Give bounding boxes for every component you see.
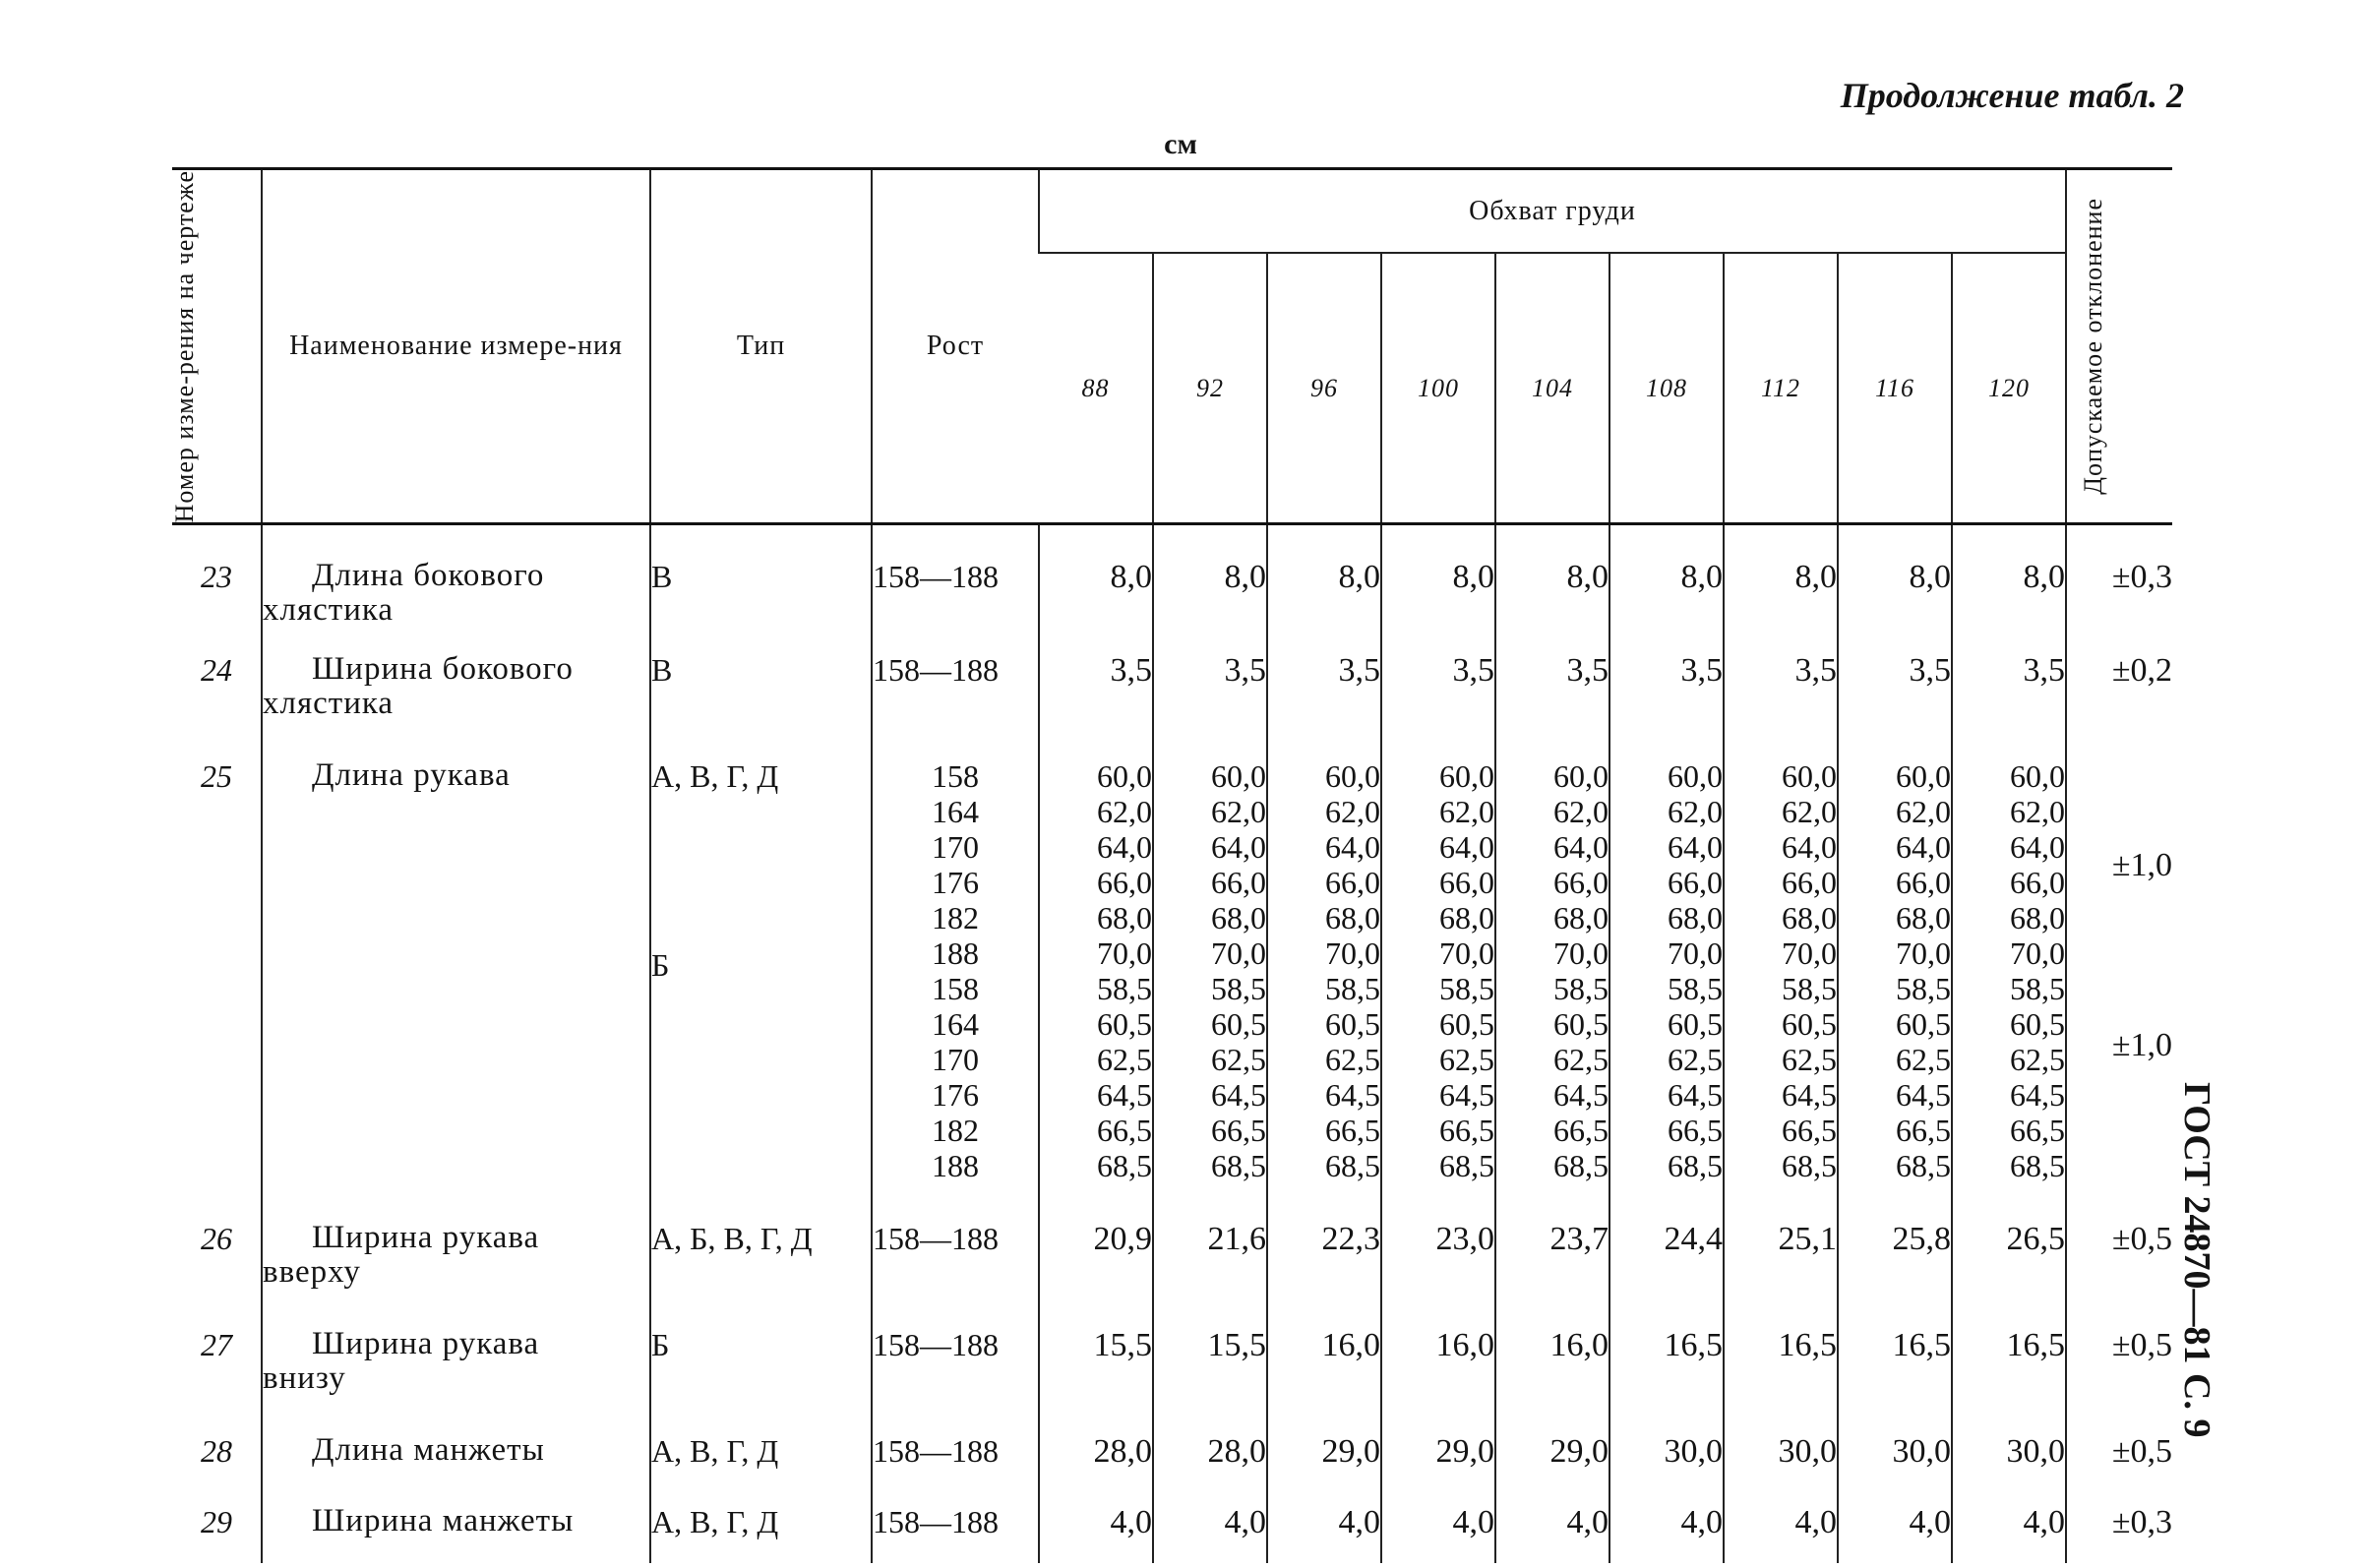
row-value: 30,0 <box>1724 1414 1838 1484</box>
row-deviation: ±0,5 <box>2066 1307 2172 1414</box>
row-value: 15,5 <box>1039 1307 1153 1414</box>
row-value: 16,5 <box>1952 1307 2066 1414</box>
row-value: 60,0 62,0 64,0 66,0 68,0 70,0 58,5 60,5 62,5 64,5 66,5 68,5 <box>1495 739 1609 1201</box>
row-value: 8,0 <box>1381 524 1495 633</box>
row-name: Ширина рукава внизу <box>262 1307 650 1414</box>
row-value: 16,5 <box>1609 1307 1724 1414</box>
row-value: 3,5 <box>1838 633 1952 739</box>
row-value: 4,0 <box>1724 1484 1838 1563</box>
row-value: 30,0 <box>1609 1414 1724 1484</box>
row-value: 3,5 <box>1495 633 1609 739</box>
header-number: Номер изме-рения на чертеже <box>172 169 262 524</box>
row-value: 23,7 <box>1495 1201 1609 1307</box>
row-value: 60,0 62,0 64,0 66,0 68,0 70,0 58,5 60,5 62,5 64,5 66,5 68,5 <box>1609 739 1724 1201</box>
row-value: 8,0 <box>1267 524 1381 633</box>
header-deviation: Допускаемое отклонение <box>2066 169 2172 524</box>
row-value: 16,0 <box>1381 1307 1495 1414</box>
row-value: 3,5 <box>1609 633 1724 739</box>
row-rost: 158—188 <box>872 1484 1039 1563</box>
row-name: Длина рукава <box>262 739 650 1201</box>
size-header: 116 <box>1838 253 1952 524</box>
row-value: 29,0 <box>1267 1414 1381 1484</box>
row-value: 8,0 <box>1153 524 1267 633</box>
row-number: 27 <box>201 1326 232 1362</box>
row-type: В <box>650 524 872 633</box>
row-value: 4,0 <box>1609 1484 1724 1563</box>
row-value: 25,1 <box>1724 1201 1838 1307</box>
size-header: 100 <box>1381 253 1495 524</box>
row-value: 3,5 <box>1153 633 1267 739</box>
row-value: 4,0 <box>1838 1484 1952 1563</box>
row-value: 3,5 <box>1952 633 2066 739</box>
row-type: А, Б, В, Г, Д <box>650 1201 872 1307</box>
header-chest: Обхват груди <box>1039 169 2066 254</box>
row-value: 8,0 <box>1838 524 1952 633</box>
row-value: 30,0 <box>1838 1414 1952 1484</box>
row-name: Ширина бокового хлястика <box>262 633 650 739</box>
row-value: 3,5 <box>1039 633 1153 739</box>
row-value: 24,4 <box>1609 1201 1724 1307</box>
row-value: 16,0 <box>1495 1307 1609 1414</box>
row-value: 60,0 62,0 64,0 66,0 68,0 70,0 58,5 60,5 62,5 64,5 66,5 68,5 <box>1952 739 2066 1201</box>
row-name: Ширина манжеты <box>262 1484 650 1563</box>
row-rost: 158 164 170 176 182 188 158 164 170 176 182 188 <box>872 739 1039 1201</box>
table-row <box>172 524 2172 633</box>
row-value: 4,0 <box>1495 1484 1609 1563</box>
row-value: 3,5 <box>1267 633 1381 739</box>
row-value: 15,5 <box>1153 1307 1267 1414</box>
row-name: Длина бокового хлястика <box>262 524 650 633</box>
row-value: 60,0 62,0 64,0 66,0 68,0 70,0 58,5 60,5 62,5 64,5 66,5 68,5 <box>1267 739 1381 1201</box>
row-value: 25,8 <box>1838 1201 1952 1307</box>
row-value: 4,0 <box>1039 1484 1153 1563</box>
row-value: 4,0 <box>1267 1484 1381 1563</box>
row-value: 8,0 <box>1952 524 2066 633</box>
row-type: А, В, Г, Д <box>650 1414 872 1484</box>
row-value: 28,0 <box>1153 1414 1267 1484</box>
row-value: 60,0 62,0 64,0 66,0 68,0 70,0 58,5 60,5 62,5 64,5 66,5 68,5 <box>1153 739 1267 1201</box>
row-value: 4,0 <box>1153 1484 1267 1563</box>
header-type: Тип <box>650 169 872 524</box>
row-name: Длина манжеты <box>262 1414 650 1484</box>
header-name: Наименование измере-ния <box>262 169 650 524</box>
row-number: 25 <box>201 757 232 794</box>
size-header: 104 <box>1495 253 1609 524</box>
row-deviation: ±0,3 <box>2066 1484 2172 1563</box>
size-header: 108 <box>1609 253 1724 524</box>
row-value: 60,0 62,0 64,0 66,0 68,0 70,0 58,5 60,5 62,5 64,5 66,5 68,5 <box>1381 739 1495 1201</box>
row-number: 26 <box>201 1220 232 1256</box>
row-value: 8,0 <box>1724 524 1838 633</box>
row-value: 23,0 <box>1381 1201 1495 1307</box>
row-type: В <box>650 633 872 739</box>
row-value: 8,0 <box>1495 524 1609 633</box>
row-value: 29,0 <box>1495 1414 1609 1484</box>
header-rost: Рост <box>872 169 1039 524</box>
row-value: 60,0 62,0 64,0 66,0 68,0 70,0 58,5 60,5 62,5 64,5 66,5 68,5 <box>1724 739 1838 1201</box>
row-number: 23 <box>201 559 232 595</box>
table-row <box>172 1201 2172 1307</box>
standard-code: ГОСТ 24870—81 С. 9 <box>2176 1082 2217 1438</box>
row-deviation: ±1,0 ±1,0 <box>2066 739 2172 1201</box>
size-header: 112 <box>1724 253 1838 524</box>
size-header: 92 <box>1153 253 1267 524</box>
row-rost: 158—188 <box>872 524 1039 633</box>
row-value: 16,5 <box>1724 1307 1838 1414</box>
row-value: 22,3 <box>1267 1201 1381 1307</box>
row-value: 16,0 <box>1267 1307 1381 1414</box>
row-value: 60,0 62,0 64,0 66,0 68,0 70,0 58,5 60,5 62,5 64,5 66,5 68,5 <box>1039 739 1153 1201</box>
unit-label: см <box>1164 128 1197 160</box>
row-deviation: ±0,3 <box>2066 524 2172 633</box>
row-type: Б <box>650 1307 872 1414</box>
row-value: 28,0 <box>1039 1414 1153 1484</box>
row-name: Ширина рукава вверху <box>262 1201 650 1307</box>
row-value: 29,0 <box>1381 1414 1495 1484</box>
row-type: А, В, Г, Д Б <box>650 739 872 1201</box>
row-value: 8,0 <box>1039 524 1153 633</box>
table-caption: Продолжение табл. 2 <box>1840 76 2184 115</box>
row-value: 30,0 <box>1952 1414 2066 1484</box>
size-header: 88 <box>1039 253 1153 524</box>
row-rost: 158—188 <box>872 1201 1039 1307</box>
row-value: 4,0 <box>1381 1484 1495 1563</box>
row-number: 28 <box>201 1432 232 1469</box>
table-row <box>172 1484 2172 1563</box>
row-rost: 158—188 <box>872 1307 1039 1414</box>
size-header: 120 <box>1952 253 2066 524</box>
row-value: 3,5 <box>1724 633 1838 739</box>
row-value: 26,5 <box>1952 1201 2066 1307</box>
row-value: 21,6 <box>1153 1201 1267 1307</box>
row-value: 4,0 <box>1952 1484 2066 1563</box>
row-value: 16,5 <box>1838 1307 1952 1414</box>
row-value: 3,5 <box>1381 633 1495 739</box>
row-deviation: ±0,5 <box>2066 1201 2172 1307</box>
row-number: 29 <box>201 1503 232 1539</box>
row-number: 24 <box>201 651 232 688</box>
table-row <box>172 1307 2172 1414</box>
row-rost: 158—188 <box>872 1414 1039 1484</box>
row-value: 8,0 <box>1609 524 1724 633</box>
row-deviation: ±0,5 <box>2066 1414 2172 1484</box>
table-row-sleeve-length <box>172 739 2172 1201</box>
row-deviation: ±0,2 <box>2066 633 2172 739</box>
table-row <box>172 633 2172 739</box>
row-rost: 158—188 <box>872 633 1039 739</box>
row-value: 20,9 <box>1039 1201 1153 1307</box>
size-header: 96 <box>1267 253 1381 524</box>
row-value: 60,0 62,0 64,0 66,0 68,0 70,0 58,5 60,5 62,5 64,5 66,5 68,5 <box>1838 739 1952 1201</box>
row-type: А, В, Г, Д <box>650 1484 872 1563</box>
table-row <box>172 1414 2172 1484</box>
measurements-table <box>172 167 2172 1563</box>
